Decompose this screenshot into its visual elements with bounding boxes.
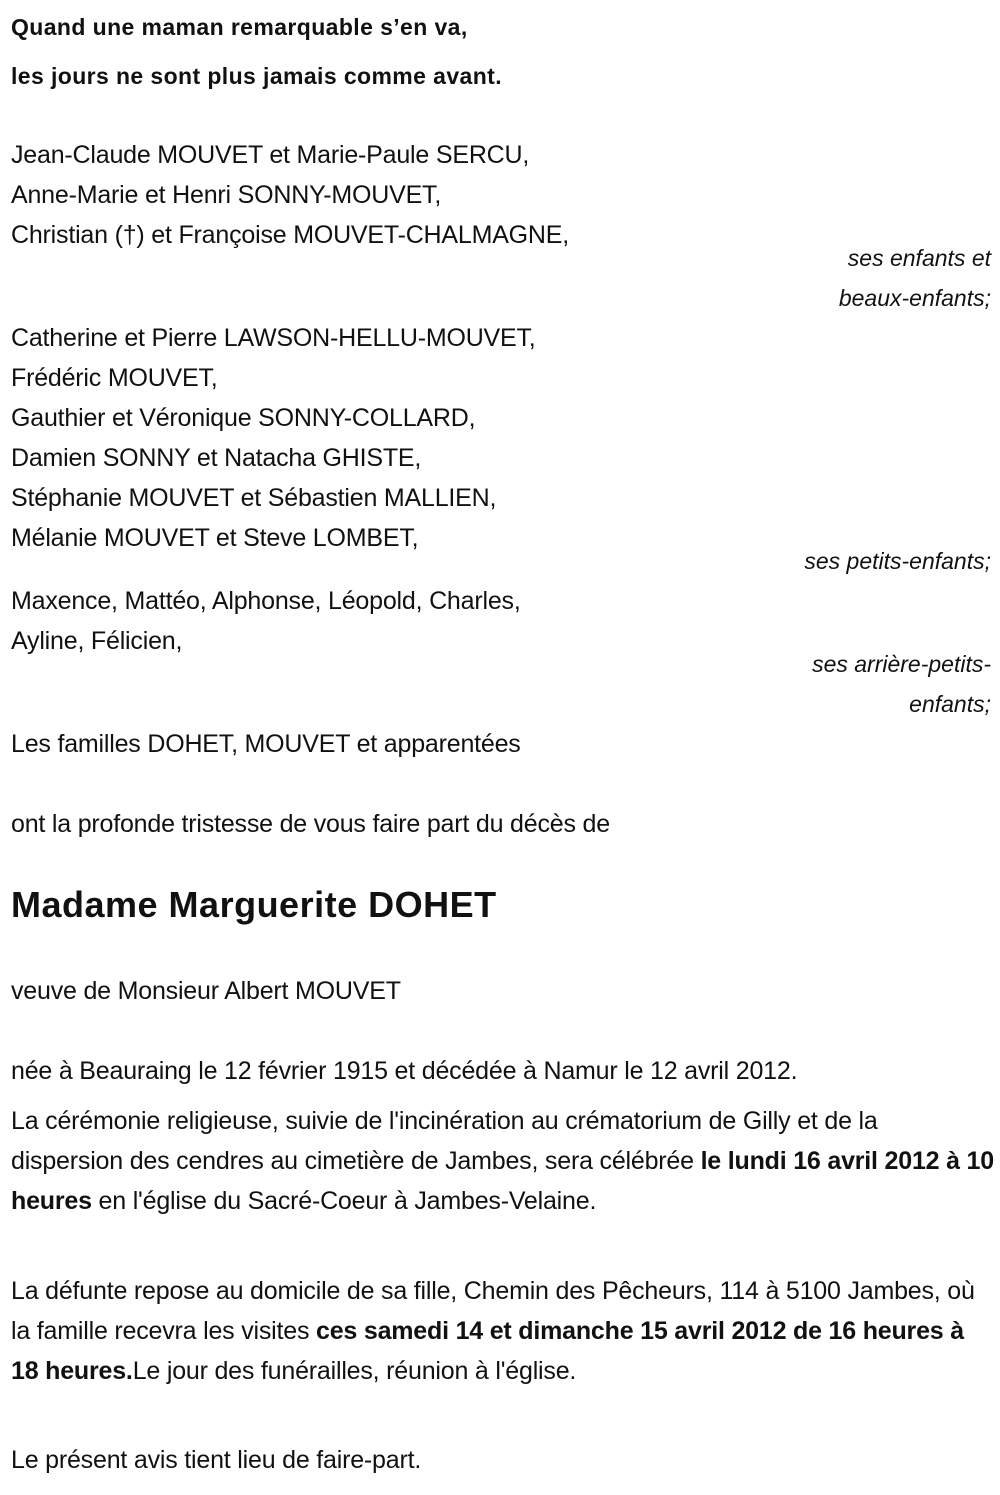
quote-line-2: les jours ne sont plus jamais comme avant. (11, 63, 503, 89)
grandchildren-relation: ses petits-enfants; (804, 548, 991, 574)
birth-death-line: née à Beauraing le 12 février 1915 et décédée à Namur le 12 avril 2012. (11, 1057, 798, 1085)
child-entry: Anne-Marie et Henri SONNY-MOUVET, (11, 181, 442, 209)
great-grandchild-entry: Maxence, Mattéo, Alphonse, Léopold, Charles, (11, 587, 521, 615)
visitation-text-before: La défunte repose au domicile de sa fille, Chemin des Pêcheurs, 114 à 5100 Jambes, où la famille recevra les visites (11, 1277, 975, 1345)
visitation-text-after: Le jour des funérailles, réunion à l'église. (132, 1357, 577, 1385)
widow-of-line: veuve de Monsieur Albert MOUVET (11, 977, 401, 1005)
visitation-date: ces samedi 14 et dimanche 15 avril 2012 de 16 heures à 18 heures. (11, 1317, 964, 1385)
deceased-name: Madame Marguerite DOHET (11, 884, 497, 925)
child-entry: Christian (†) et Françoise MOUVET-CHALMAGNE, (11, 221, 569, 249)
grandchild-entry: Gauthier et Véronique SONNY-COLLARD, (11, 404, 476, 432)
children-relation-line-2: beaux-enfants; (838, 285, 991, 311)
great-grandchild-entry: Ayline, Félicien, (11, 627, 183, 655)
quote-line-1: Quand une maman remarquable s’en va, (11, 14, 468, 40)
grandchild-entry: Damien SONNY et Natacha GHISTE, (11, 444, 422, 472)
grandchild-entry: Frédéric MOUVET, (11, 364, 218, 392)
ceremony-text-before: La cérémonie religieuse, suivie de l'incinération au crématorium de Gilly et de la dispersion des cendres au cimetière de Jambes, sera célébrée (11, 1107, 878, 1175)
closing-line: Le présent avis tient lieu de faire-part. (11, 1446, 422, 1474)
ceremony-text-after: en l'église du Sacré-Coeur à Jambes-Velaine. (91, 1187, 597, 1215)
grandchild-entry: Stéphanie MOUVET et Sébastien MALLIEN, (11, 484, 497, 512)
great-grandchildren-relation-line-1: ses arrière-petits- (812, 651, 991, 677)
great-grandchildren-relation-line-2: enfants; (909, 691, 991, 717)
families-line: Les familles DOHET, MOUVET et apparentées (11, 730, 521, 758)
grandchild-entry: Mélanie MOUVET et Steve LOMBET, (11, 524, 419, 552)
children-relation-line-1: ses enfants et (847, 245, 991, 271)
visitation-paragraph (11, 1271, 996, 1391)
grandchild-entry: Catherine et Pierre LAWSON-HELLU-MOUVET, (11, 324, 536, 352)
ceremony-date: le lundi 16 avril 2012 à 10 heures (11, 1147, 994, 1215)
ceremony-paragraph (11, 1101, 996, 1221)
child-entry: Jean-Claude MOUVET et Marie-Paule SERCU, (11, 141, 530, 169)
announcement-line: ont la profonde tristesse de vous faire part du décès de (11, 810, 610, 838)
